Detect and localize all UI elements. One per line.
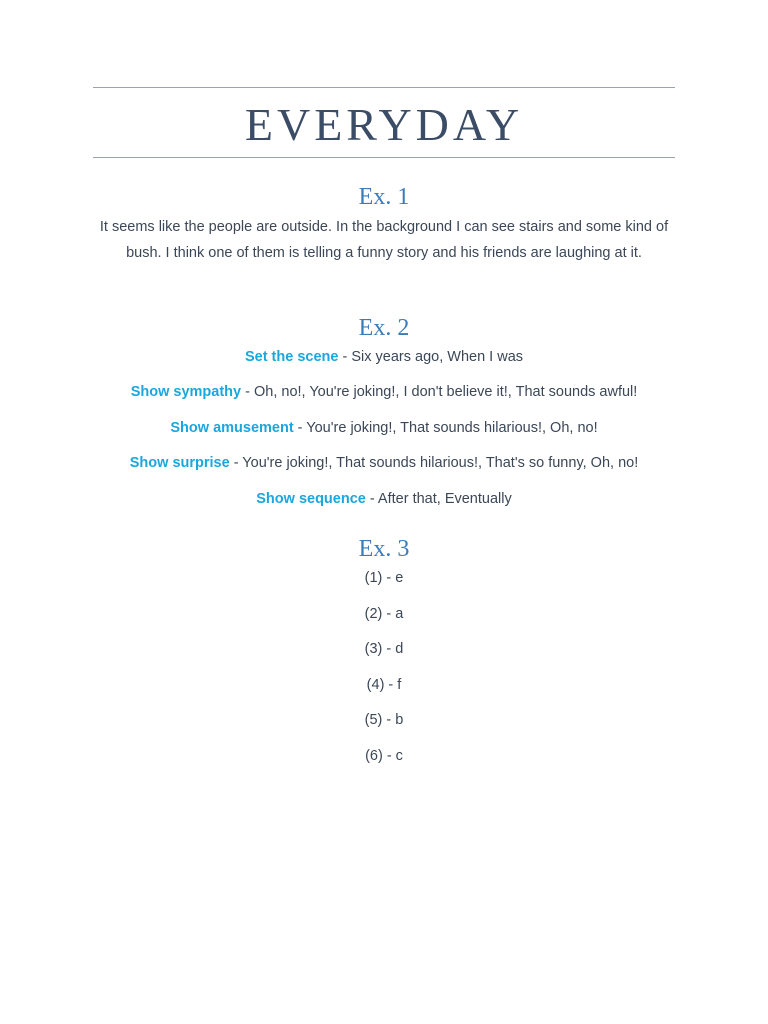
document-page — [93, 0, 675, 1024]
ex2-item-show-sympathy — [83, 381, 685, 403]
ex2-item-label: Show amusement — [170, 420, 294, 436]
ex2-item-label: Set the scene — [244, 349, 339, 365]
ex2-item-show-sequence — [83, 488, 685, 510]
ex2-item-text: - Six years ago, When I was — [338, 349, 524, 365]
ex2-item-label: Show sequence — [256, 491, 366, 507]
ex1-heading: Ex. 1 — [358, 184, 410, 210]
ex2-item-text: - You're joking!, That sounds hilarious!, That's so funny, Oh, no! — [229, 455, 639, 471]
ex2-item-show-amusement — [83, 417, 685, 439]
ex2-item-text: - After that, Eventually — [365, 491, 512, 507]
ex2-item-set-the-scene — [83, 346, 685, 368]
ex3-answer: (1) - e — [364, 570, 404, 586]
ex3-heading: Ex. 3 — [358, 536, 410, 562]
ex3-answer: (2) - a — [364, 606, 404, 622]
title-bottom-rule — [93, 157, 675, 158]
ex2-item-show-surprise — [83, 452, 685, 474]
ex2-item-text: - You're joking!, That sounds hilarious!, Oh, no! — [293, 420, 598, 436]
ex2-item-label: Show surprise — [129, 455, 230, 471]
ex1-paragraph: It seems like the people are outside. In the background I can see stairs and some kind of bush. I think one of them is telling a funny story and his friends are laughing at it. — [99, 219, 669, 261]
ex3-answer: (6) - c — [365, 748, 403, 764]
ex2-heading: Ex. 2 — [358, 315, 410, 341]
title-top-rule — [93, 87, 675, 88]
ex3-answer: (4) - f — [366, 677, 402, 693]
ex3-answer: (5) - b — [364, 712, 404, 728]
ex3-answer: (3) - d — [364, 641, 404, 657]
document-title: EVERYDAY — [244, 99, 524, 150]
ex2-item-text: - Oh, no!, You're joking!, I don't believe it!, That sounds awful! — [241, 384, 638, 400]
ex2-item-label: Show sympathy — [130, 384, 242, 400]
